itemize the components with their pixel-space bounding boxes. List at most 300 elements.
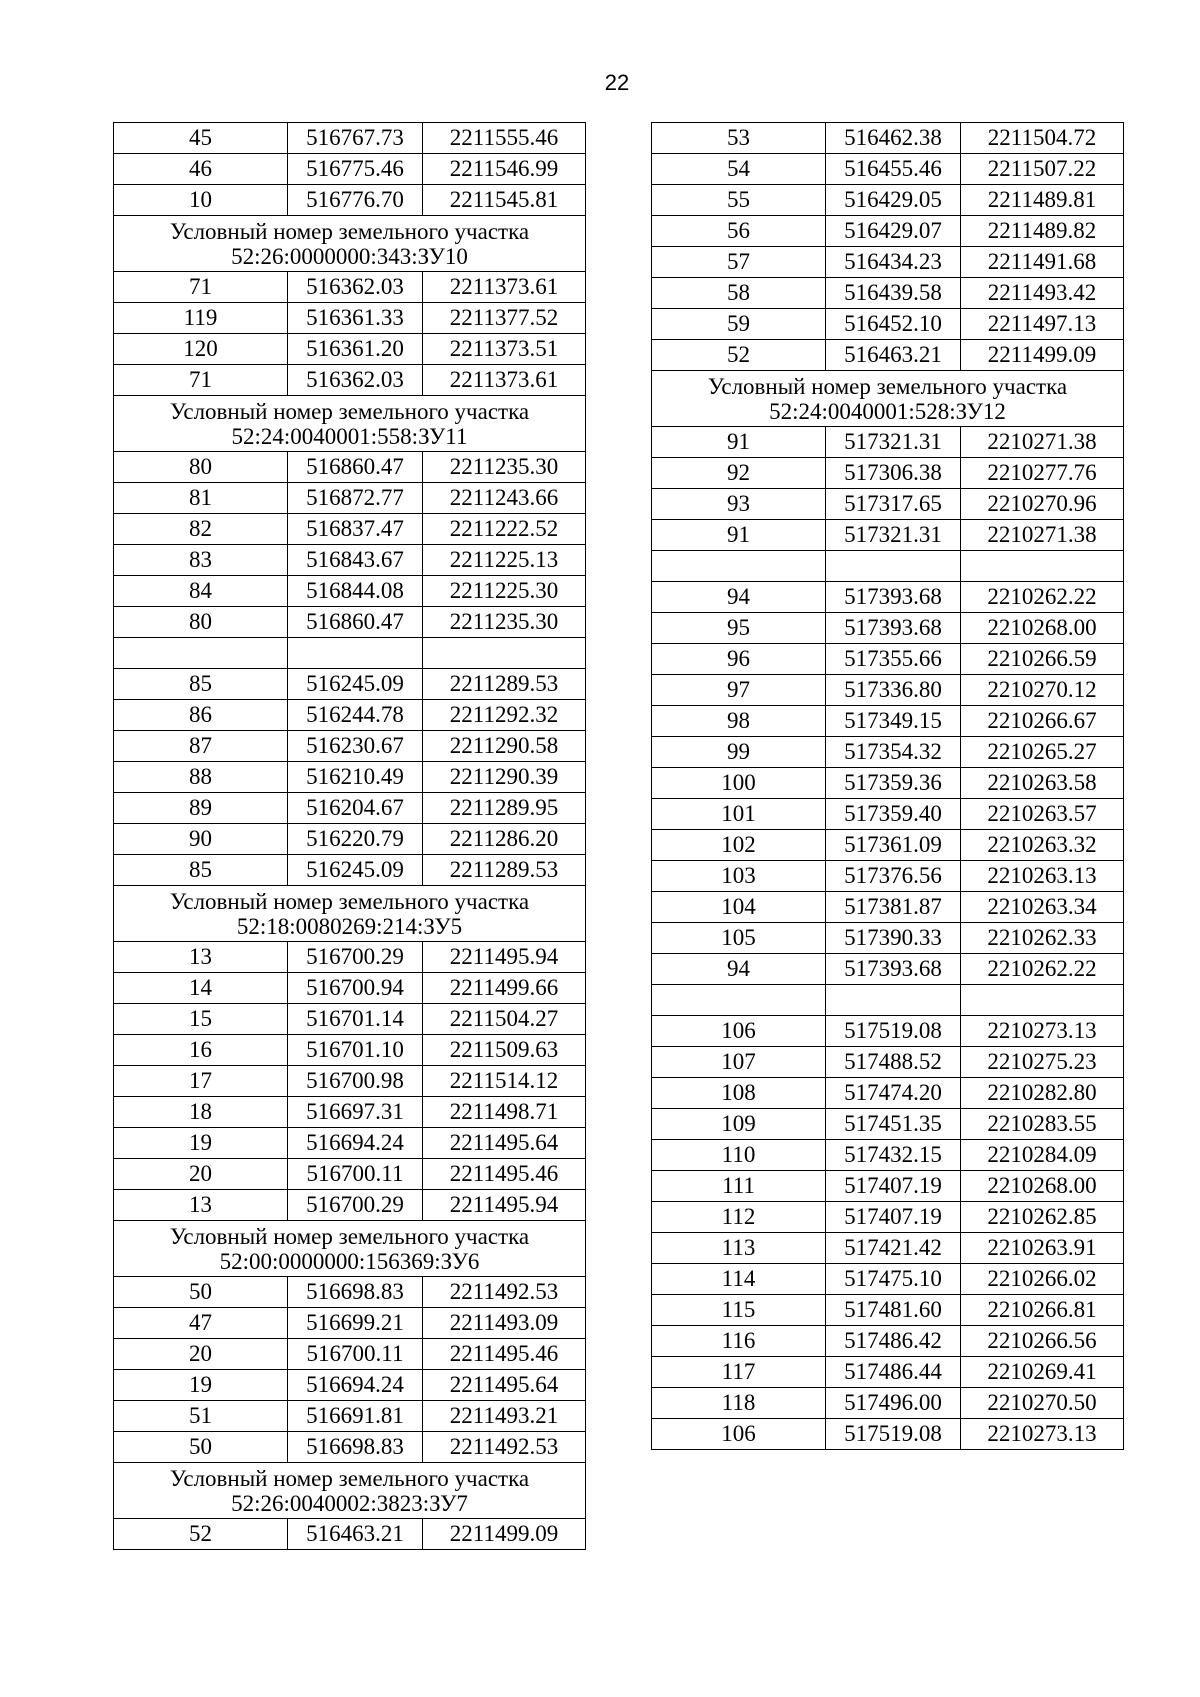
- point-number-cell: 94: [652, 954, 826, 985]
- table-row: [652, 1326, 1124, 1357]
- x-coordinate-cell: 516700.11: [288, 1339, 423, 1370]
- point-number-cell: 97: [652, 675, 826, 706]
- x-coordinate-cell: 516698.83: [288, 1432, 423, 1463]
- point-number-cell: 105: [652, 923, 826, 954]
- x-coordinate-cell: 516776.70: [288, 185, 423, 216]
- y-coordinate-cell: [961, 985, 1124, 1016]
- point-number-cell: 14: [114, 973, 288, 1004]
- land-plot-header: [114, 886, 586, 942]
- table-row: [652, 185, 1124, 216]
- x-coordinate-cell: [826, 985, 961, 1016]
- point-number-cell: 120: [114, 334, 288, 365]
- table-row: [652, 427, 1124, 458]
- table-row: [652, 1202, 1124, 1233]
- y-coordinate-cell: 2211373.51: [423, 334, 586, 365]
- x-coordinate-cell: 516230.67: [288, 731, 423, 762]
- table-row: [114, 669, 586, 700]
- y-coordinate-cell: 2211555.46: [423, 123, 586, 154]
- x-coordinate-cell: 516362.03: [288, 272, 423, 303]
- x-coordinate-cell: 517481.60: [826, 1295, 961, 1326]
- y-coordinate-cell: 2210268.00: [961, 613, 1124, 644]
- table-row: [652, 644, 1124, 675]
- x-coordinate-cell: 517317.65: [826, 489, 961, 520]
- table-row: [652, 799, 1124, 830]
- table-row: [652, 861, 1124, 892]
- x-coordinate-cell: 516837.47: [288, 514, 423, 545]
- x-coordinate-cell: 517393.68: [826, 582, 961, 613]
- table-row: [652, 1419, 1124, 1450]
- x-coordinate-cell: 516697.31: [288, 1097, 423, 1128]
- y-coordinate-cell: 2210263.34: [961, 892, 1124, 923]
- y-coordinate-cell: 2210262.85: [961, 1202, 1124, 1233]
- x-coordinate-cell: 516463.21: [826, 340, 961, 371]
- point-number-cell: 110: [652, 1140, 826, 1171]
- y-coordinate-cell: 2211495.46: [423, 1339, 586, 1370]
- land-plot-cadastral-number: 52:26:0040002:3823:ЗУ7: [231, 1490, 468, 1516]
- point-number-cell: 59: [652, 309, 826, 340]
- point-number-cell: 55: [652, 185, 826, 216]
- point-number-cell: 93: [652, 489, 826, 520]
- y-coordinate-cell: 2211377.52: [423, 303, 586, 334]
- table-row: [652, 892, 1124, 923]
- x-coordinate-cell: 516700.29: [288, 942, 423, 973]
- y-coordinate-cell: 2211495.94: [423, 942, 586, 973]
- point-number-cell: 114: [652, 1264, 826, 1295]
- table-row: [114, 576, 586, 607]
- x-coordinate-cell: 517519.08: [826, 1016, 961, 1047]
- y-coordinate-cell: 2211495.64: [423, 1370, 586, 1401]
- point-number-cell: 20: [114, 1339, 288, 1370]
- y-coordinate-cell: 2211286.20: [423, 824, 586, 855]
- y-coordinate-cell: 2211499.09: [423, 1519, 586, 1550]
- y-coordinate-cell: 2210268.00: [961, 1171, 1124, 1202]
- point-number-cell: 101: [652, 799, 826, 830]
- y-coordinate-cell: 2211489.82: [961, 216, 1124, 247]
- table-row: [114, 483, 586, 514]
- x-coordinate-cell: 517432.15: [826, 1140, 961, 1171]
- y-coordinate-cell: 2211489.81: [961, 185, 1124, 216]
- table-row: [114, 545, 586, 576]
- x-coordinate-cell: 516860.47: [288, 452, 423, 483]
- table-row: [652, 1109, 1124, 1140]
- x-coordinate-cell: 517361.09: [826, 830, 961, 861]
- table-row: [114, 334, 586, 365]
- x-coordinate-cell: 517393.68: [826, 613, 961, 644]
- table-row: [114, 731, 586, 762]
- point-number-cell: 92: [652, 458, 826, 489]
- point-number-cell: 47: [114, 1308, 288, 1339]
- x-coordinate-cell: 517474.20: [826, 1078, 961, 1109]
- table-row: [114, 762, 586, 793]
- table-row: [652, 1233, 1124, 1264]
- point-number-cell: 10: [114, 185, 288, 216]
- land-plot-label: Условный номер земельного участка: [169, 888, 530, 914]
- x-coordinate-cell: 516244.78: [288, 700, 423, 731]
- x-coordinate-cell: 516455.46: [826, 154, 961, 185]
- y-coordinate-cell: 2210266.02: [961, 1264, 1124, 1295]
- y-coordinate-cell: 2211504.72: [961, 123, 1124, 154]
- point-number-cell: 109: [652, 1109, 826, 1140]
- y-coordinate-cell: 2210282.80: [961, 1078, 1124, 1109]
- x-coordinate-cell: 516843.67: [288, 545, 423, 576]
- y-coordinate-cell: 2211498.71: [423, 1097, 586, 1128]
- x-coordinate-cell: 516767.73: [288, 123, 423, 154]
- table-row: [114, 452, 586, 483]
- x-coordinate-cell: 517519.08: [826, 1419, 961, 1450]
- x-coordinate-cell: 517381.87: [826, 892, 961, 923]
- table-row: [114, 123, 586, 154]
- table-row: [114, 1159, 586, 1190]
- point-number-cell: 82: [114, 514, 288, 545]
- y-coordinate-cell: 2210275.23: [961, 1047, 1124, 1078]
- point-number-cell: 107: [652, 1047, 826, 1078]
- y-coordinate-cell: 2211546.99: [423, 154, 586, 185]
- point-number-cell: 50: [114, 1277, 288, 1308]
- y-coordinate-cell: 2210266.59: [961, 644, 1124, 675]
- table-row: [114, 700, 586, 731]
- y-coordinate-cell: 2211497.13: [961, 309, 1124, 340]
- y-coordinate-cell: 2210283.55: [961, 1109, 1124, 1140]
- y-coordinate-cell: 2211504.27: [423, 1004, 586, 1035]
- point-number-cell: 51: [114, 1401, 288, 1432]
- table-row: [114, 607, 586, 638]
- point-number-cell: 116: [652, 1326, 826, 1357]
- y-coordinate-cell: 2211509.63: [423, 1035, 586, 1066]
- table-row: [114, 1519, 586, 1550]
- table-row: [652, 309, 1124, 340]
- y-coordinate-cell: 2211235.30: [423, 452, 586, 483]
- point-number-cell: 15: [114, 1004, 288, 1035]
- table-row: [114, 824, 586, 855]
- x-coordinate-cell: 516872.77: [288, 483, 423, 514]
- y-coordinate-cell: 2211507.22: [961, 154, 1124, 185]
- y-coordinate-cell: 2210269.41: [961, 1357, 1124, 1388]
- x-coordinate-cell: 516429.05: [826, 185, 961, 216]
- x-coordinate-cell: 517321.31: [826, 427, 961, 458]
- y-coordinate-cell: 2210265.27: [961, 737, 1124, 768]
- point-number-cell: 106: [652, 1016, 826, 1047]
- y-coordinate-cell: 2210273.13: [961, 1016, 1124, 1047]
- y-coordinate-cell: 2211289.95: [423, 793, 586, 824]
- x-coordinate-cell: 516698.83: [288, 1277, 423, 1308]
- table-row: [114, 1190, 586, 1221]
- point-number-cell: 111: [652, 1171, 826, 1202]
- table-row: [652, 582, 1124, 613]
- point-number-cell: 13: [114, 1190, 288, 1221]
- x-coordinate-cell: 516694.24: [288, 1370, 423, 1401]
- point-number-cell: 46: [114, 154, 288, 185]
- point-number-cell: 45: [114, 123, 288, 154]
- table-row: [652, 1295, 1124, 1326]
- x-coordinate-cell: [826, 551, 961, 582]
- y-coordinate-cell: 2211493.21: [423, 1401, 586, 1432]
- x-coordinate-cell: 517359.36: [826, 768, 961, 799]
- point-number-cell: 95: [652, 613, 826, 644]
- table-row: [114, 1097, 586, 1128]
- x-coordinate-cell: 517488.52: [826, 1047, 961, 1078]
- land-plot-cadastral-number: 52:18:0080269:214:ЗУ5: [236, 913, 463, 939]
- land-plot-header: [114, 1463, 586, 1519]
- point-number-cell: 18: [114, 1097, 288, 1128]
- y-coordinate-cell: 2211493.09: [423, 1308, 586, 1339]
- point-number-cell: 17: [114, 1066, 288, 1097]
- y-coordinate-cell: [423, 638, 586, 669]
- x-coordinate-cell: 516694.24: [288, 1128, 423, 1159]
- y-coordinate-cell: 2210270.96: [961, 489, 1124, 520]
- x-coordinate-cell: 516775.46: [288, 154, 423, 185]
- point-number-cell: 112: [652, 1202, 826, 1233]
- table-row: [114, 1066, 586, 1097]
- table-row: [652, 489, 1124, 520]
- table-row: [114, 1308, 586, 1339]
- y-coordinate-cell: 2210284.09: [961, 1140, 1124, 1171]
- y-coordinate-cell: 2210270.12: [961, 675, 1124, 706]
- point-number-cell: 56: [652, 216, 826, 247]
- point-number-cell: 52: [114, 1519, 288, 1550]
- table-row: [652, 154, 1124, 185]
- x-coordinate-cell: 516220.79: [288, 824, 423, 855]
- y-coordinate-cell: 2210263.58: [961, 768, 1124, 799]
- table-row: [114, 1370, 586, 1401]
- y-coordinate-cell: 2211492.53: [423, 1277, 586, 1308]
- land-plot-cadastral-number: 52:24:0040001:528:ЗУ12: [769, 398, 1006, 424]
- x-coordinate-cell: 517355.66: [826, 644, 961, 675]
- table-row: [114, 973, 586, 1004]
- table-row: [114, 365, 586, 396]
- x-coordinate-cell: [288, 638, 423, 669]
- y-coordinate-cell: 2211290.39: [423, 762, 586, 793]
- x-coordinate-cell: 516210.49: [288, 762, 423, 793]
- land-plot-header: [114, 1221, 586, 1277]
- x-coordinate-cell: 516701.10: [288, 1035, 423, 1066]
- point-number-cell: 80: [114, 607, 288, 638]
- point-number-cell: 104: [652, 892, 826, 923]
- point-number-cell: 50: [114, 1432, 288, 1463]
- y-coordinate-cell: 2210271.38: [961, 520, 1124, 551]
- x-coordinate-cell: 517393.68: [826, 954, 961, 985]
- point-number-cell: 98: [652, 706, 826, 737]
- x-coordinate-cell: 516700.94: [288, 973, 423, 1004]
- x-coordinate-cell: 516361.20: [288, 334, 423, 365]
- x-coordinate-cell: 516362.03: [288, 365, 423, 396]
- x-coordinate-cell: 516860.47: [288, 607, 423, 638]
- y-coordinate-cell: 2211290.58: [423, 731, 586, 762]
- section-header-row: [114, 216, 586, 272]
- x-coordinate-cell: 516700.29: [288, 1190, 423, 1221]
- point-number-cell: 19: [114, 1128, 288, 1159]
- y-coordinate-cell: 2210266.67: [961, 706, 1124, 737]
- table-row: [114, 303, 586, 334]
- y-coordinate-cell: 2211495.46: [423, 1159, 586, 1190]
- section-header-row: [114, 1463, 586, 1519]
- point-number-cell: 84: [114, 576, 288, 607]
- land-plot-header: [114, 216, 586, 272]
- x-coordinate-cell: 516434.23: [826, 247, 961, 278]
- point-number-cell: 119: [114, 303, 288, 334]
- y-coordinate-cell: 2211243.66: [423, 483, 586, 514]
- point-number-cell: [652, 985, 826, 1016]
- table-row: [114, 1004, 586, 1035]
- table-row: [652, 1171, 1124, 1202]
- table-row: [652, 1264, 1124, 1295]
- y-coordinate-cell: 2211514.12: [423, 1066, 586, 1097]
- x-coordinate-cell: 516700.98: [288, 1066, 423, 1097]
- x-coordinate-cell: 516462.38: [826, 123, 961, 154]
- point-number-cell: 13: [114, 942, 288, 973]
- point-number-cell: 71: [114, 365, 288, 396]
- x-coordinate-cell: 516245.09: [288, 855, 423, 886]
- point-number-cell: 52: [652, 340, 826, 371]
- point-number-cell: 20: [114, 1159, 288, 1190]
- section-header-row: [652, 371, 1124, 427]
- table-row: [652, 278, 1124, 309]
- point-number-cell: 83: [114, 545, 288, 576]
- point-number-cell: 81: [114, 483, 288, 514]
- table-row: [652, 923, 1124, 954]
- y-coordinate-cell: 2211289.53: [423, 855, 586, 886]
- point-number-cell: 117: [652, 1357, 826, 1388]
- land-plot-label: Условный номер земельного участка: [169, 218, 530, 244]
- point-number-cell: 102: [652, 830, 826, 861]
- table-row: [114, 1339, 586, 1370]
- point-number-cell: 115: [652, 1295, 826, 1326]
- point-number-cell: 96: [652, 644, 826, 675]
- land-plot-cadastral-number: 52:00:0000000:156369:ЗУ6: [219, 1248, 480, 1274]
- x-coordinate-cell: 517407.19: [826, 1171, 961, 1202]
- x-coordinate-cell: 517486.44: [826, 1357, 961, 1388]
- table-row: [114, 1401, 586, 1432]
- table-row: [652, 123, 1124, 154]
- coordinates-table-right: [651, 122, 1124, 1450]
- table-row: [652, 458, 1124, 489]
- point-number-cell: [652, 551, 826, 582]
- table-row: [114, 638, 586, 669]
- y-coordinate-cell: 2210262.22: [961, 954, 1124, 985]
- x-coordinate-cell: 517486.42: [826, 1326, 961, 1357]
- point-number-cell: 106: [652, 1419, 826, 1450]
- table-row: [114, 514, 586, 545]
- table-row: [114, 1128, 586, 1159]
- x-coordinate-cell: 517306.38: [826, 458, 961, 489]
- y-coordinate-cell: 2210273.13: [961, 1419, 1124, 1450]
- table-row: [652, 1078, 1124, 1109]
- point-number-cell: 57: [652, 247, 826, 278]
- x-coordinate-cell: 517349.15: [826, 706, 961, 737]
- x-coordinate-cell: 516245.09: [288, 669, 423, 700]
- x-coordinate-cell: 516452.10: [826, 309, 961, 340]
- y-coordinate-cell: 2211492.53: [423, 1432, 586, 1463]
- y-coordinate-cell: 2210271.38: [961, 427, 1124, 458]
- point-number-cell: 58: [652, 278, 826, 309]
- y-coordinate-cell: 2211495.94: [423, 1190, 586, 1221]
- y-coordinate-cell: 2210262.22: [961, 582, 1124, 613]
- point-number-cell: 85: [114, 855, 288, 886]
- x-coordinate-cell: 517421.42: [826, 1233, 961, 1264]
- y-coordinate-cell: 2210266.56: [961, 1326, 1124, 1357]
- y-coordinate-cell: 2211292.32: [423, 700, 586, 731]
- table-row: [652, 1140, 1124, 1171]
- x-coordinate-cell: 517407.19: [826, 1202, 961, 1233]
- table-row: [114, 855, 586, 886]
- y-coordinate-cell: 2211491.68: [961, 247, 1124, 278]
- table-row: [652, 551, 1124, 582]
- coordinates-table-left: [113, 122, 586, 1550]
- table-row: [652, 1388, 1124, 1419]
- section-header-row: [114, 886, 586, 942]
- y-coordinate-cell: 2211499.66: [423, 973, 586, 1004]
- y-coordinate-cell: 2210262.33: [961, 923, 1124, 954]
- point-number-cell: 87: [114, 731, 288, 762]
- x-coordinate-cell: 516439.58: [826, 278, 961, 309]
- point-number-cell: 85: [114, 669, 288, 700]
- point-number-cell: 90: [114, 824, 288, 855]
- point-number-cell: 100: [652, 768, 826, 799]
- table-row: [114, 793, 586, 824]
- table-row: [114, 185, 586, 216]
- x-coordinate-cell: 517321.31: [826, 520, 961, 551]
- y-coordinate-cell: 2211373.61: [423, 272, 586, 303]
- y-coordinate-cell: 2210270.50: [961, 1388, 1124, 1419]
- y-coordinate-cell: 2210263.13: [961, 861, 1124, 892]
- y-coordinate-cell: 2211222.52: [423, 514, 586, 545]
- point-number-cell: 118: [652, 1388, 826, 1419]
- x-coordinate-cell: 517376.56: [826, 861, 961, 892]
- x-coordinate-cell: 516204.67: [288, 793, 423, 824]
- table-row: [652, 1047, 1124, 1078]
- y-coordinate-cell: 2210263.91: [961, 1233, 1124, 1264]
- table-row: [652, 768, 1124, 799]
- y-coordinate-cell: 2210263.32: [961, 830, 1124, 861]
- x-coordinate-cell: 516691.81: [288, 1401, 423, 1432]
- page-number: 22: [604, 70, 630, 95]
- y-coordinate-cell: 2211225.30: [423, 576, 586, 607]
- y-coordinate-cell: 2210266.81: [961, 1295, 1124, 1326]
- land-plot-cadastral-number: 52:24:0040001:558:ЗУ11: [231, 423, 468, 449]
- section-header-row: [114, 396, 586, 452]
- table-row: [114, 1277, 586, 1308]
- x-coordinate-cell: 517336.80: [826, 675, 961, 706]
- x-coordinate-cell: 517475.10: [826, 1264, 961, 1295]
- x-coordinate-cell: 517359.40: [826, 799, 961, 830]
- point-number-cell: 99: [652, 737, 826, 768]
- point-number-cell: 80: [114, 452, 288, 483]
- point-number-cell: 16: [114, 1035, 288, 1066]
- x-coordinate-cell: 517451.35: [826, 1109, 961, 1140]
- table-row: [652, 954, 1124, 985]
- table-row: [652, 1357, 1124, 1388]
- x-coordinate-cell: 516699.21: [288, 1308, 423, 1339]
- table-row: [652, 675, 1124, 706]
- point-number-cell: 113: [652, 1233, 826, 1264]
- section-header-row: [114, 1221, 586, 1277]
- table-row: [652, 613, 1124, 644]
- x-coordinate-cell: 516463.21: [288, 1519, 423, 1550]
- table-row: [652, 830, 1124, 861]
- table-row: [114, 1432, 586, 1463]
- y-coordinate-cell: 2211493.42: [961, 278, 1124, 309]
- table-row: [114, 1035, 586, 1066]
- x-coordinate-cell: 516701.14: [288, 1004, 423, 1035]
- table-row: [114, 272, 586, 303]
- land-plot-header: [652, 371, 1124, 427]
- table-row: [652, 706, 1124, 737]
- x-coordinate-cell: 516429.07: [826, 216, 961, 247]
- y-coordinate-cell: 2211373.61: [423, 365, 586, 396]
- x-coordinate-cell: 517390.33: [826, 923, 961, 954]
- point-number-cell: 71: [114, 272, 288, 303]
- x-coordinate-cell: 517354.32: [826, 737, 961, 768]
- y-coordinate-cell: [961, 551, 1124, 582]
